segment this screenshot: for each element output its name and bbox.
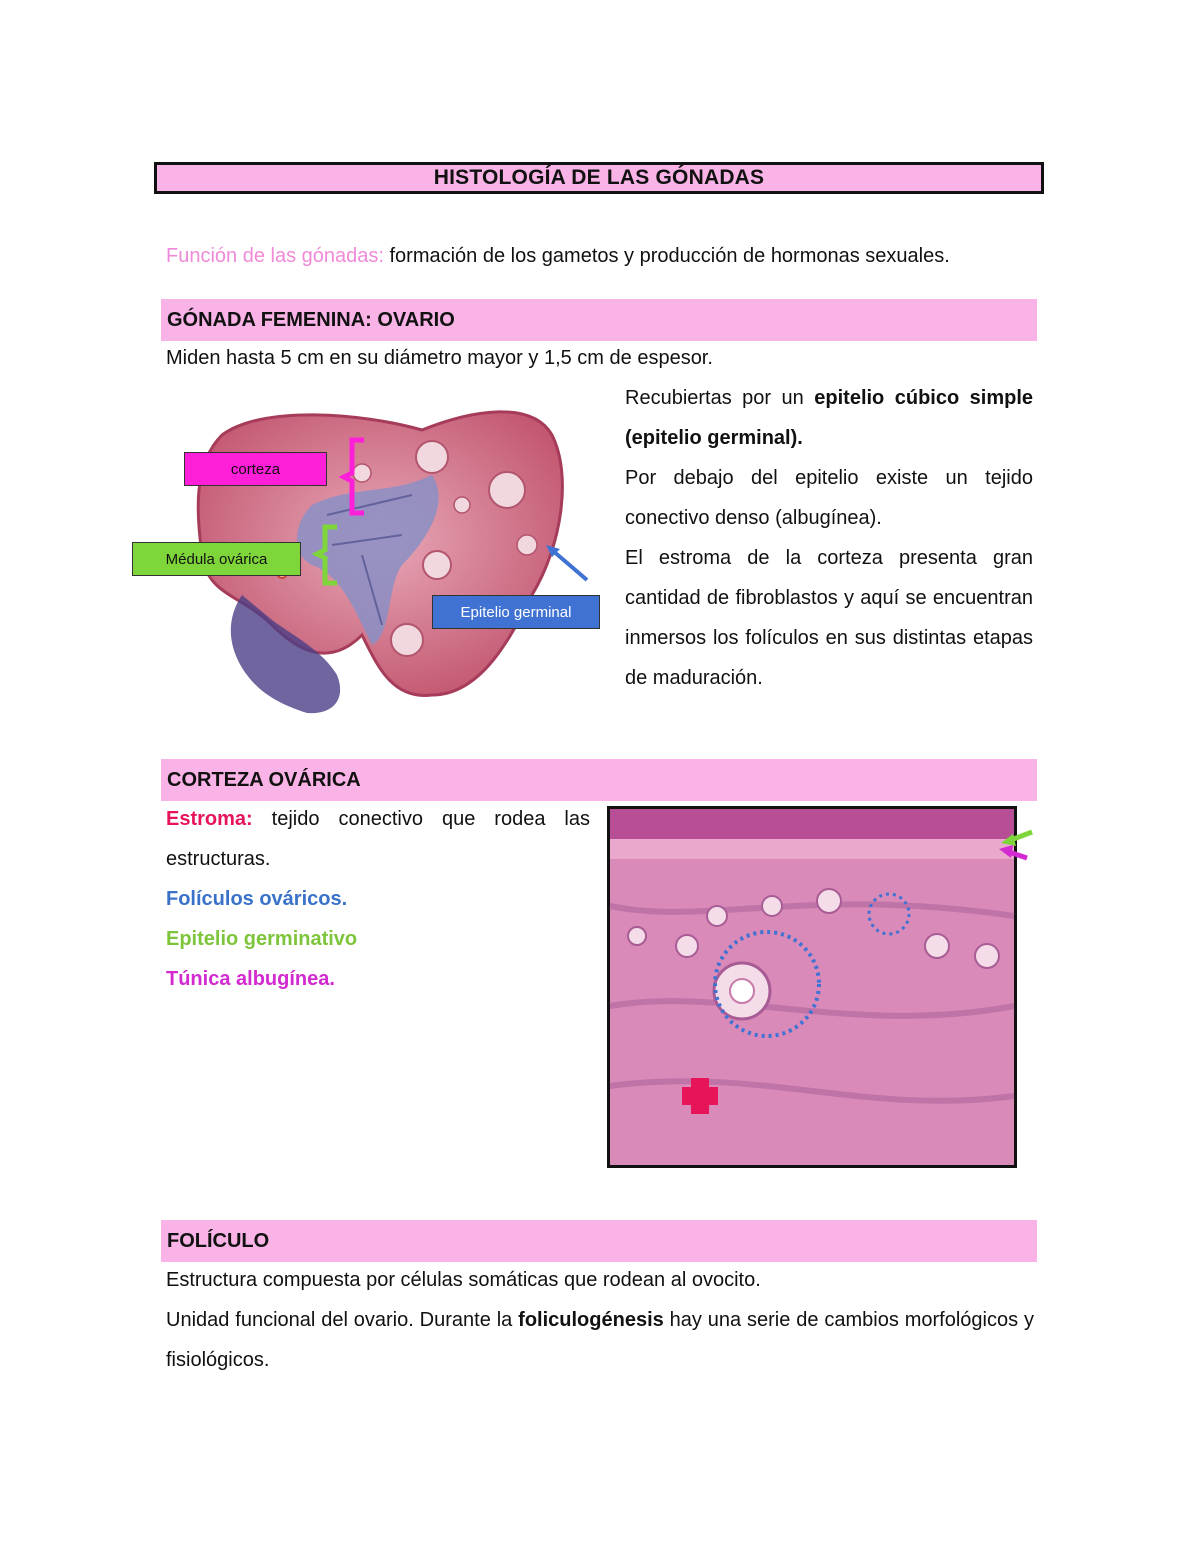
cortex-figure [607,806,1017,1168]
corteza-estroma [166,799,590,879]
ovario-p1-pre: Recubiertas por un [625,387,815,409]
corteza-label-text: corteza [230,460,281,478]
ovario-p3: El estroma de la corteza presenta gran cantidad de fibroblastos y aquí se encuentran inmersos los folículos en sus distintas etapas de maduración. [625,547,1033,689]
corteza-epitelio: Epitelio germinativo [166,928,358,950]
foliculo-p2-pre: Unidad funcional del ovario. Durante la [166,1309,519,1331]
foliculo-description [166,1260,1034,1380]
ovario-p2: Por debajo del epitelio existe un tejido conectivo denso (albugínea). [625,467,1033,529]
epitelio-label [432,595,600,629]
estroma-text: tejido conectivo que rodea las estructuras. [166,808,590,870]
corteza-tunica: Túnica albugínea. [166,968,335,990]
foliculo-p2-bold: foliculogénesis [518,1309,664,1331]
foliculo-p2-post: hay una serie de cambios morfológicos y fisiológicos. [166,1309,1034,1371]
ovario-size-text: Miden hasta 5 cm en su diámetro mayor y 1,5 cm de espesor. [166,347,713,369]
cortex-histology-image [607,806,1037,1168]
medula-label-text: Médula ovárica [165,550,268,568]
page-title-text: HISTOLOGÍA DE LAS GÓNADAS [433,166,765,189]
function-text: formación de los gametos y producción de hormonas sexuales. [383,245,950,267]
foliculo-p1: Estructura compuesta por células somáticas que rodean al ovocito. [166,1269,761,1291]
section-corteza-heading [161,759,1037,801]
section-ovario-heading-text: GÓNADA FEMENINA: OVARIO [167,308,455,331]
section-foliculo-heading [161,1220,1037,1262]
corteza-label [184,452,327,486]
function-label: Función de las gónadas: [166,245,384,267]
corteza-list [166,799,590,999]
ovary-figure [132,395,607,720]
page-title [154,162,1044,194]
ovario-p1 [625,378,1033,458]
medula-label [132,542,301,576]
section-ovario-heading [161,299,1037,341]
section-corteza-heading-text: CORTEZA OVÁRICA [167,768,361,791]
function-line [166,236,1046,276]
ovario-description [625,378,1033,698]
ovario-p1-bold: epitelio cúbico simple (epitelio germinal). [625,387,1034,449]
corteza-foliculos: Folículos ováricos. [166,888,348,910]
foliculo-p2 [166,1300,1034,1380]
estroma-label: Estroma: [166,808,253,830]
section-foliculo-heading-text: FOLÍCULO [167,1229,270,1252]
epitelio-arrow [552,550,587,580]
epitelio-label-text: Epitelio germinal [460,603,572,621]
